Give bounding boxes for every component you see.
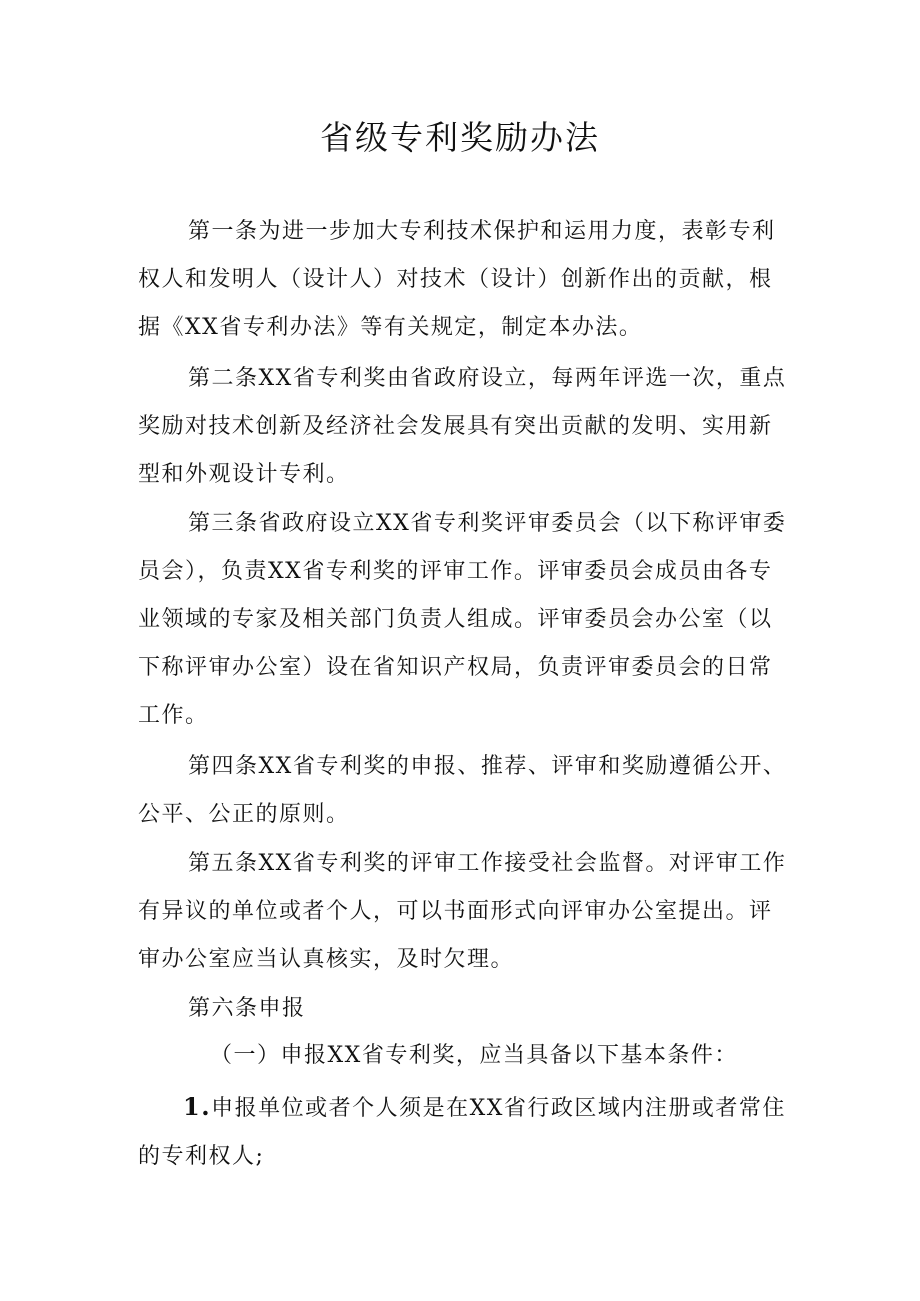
article-1: 第一条为进一步加大专利技术保护和运用力度，表彰专利权人和发明人（设计人）对技术（设计）创新作出的贡献，根据《XX省专利办法》等有关规定，制定本办法。 <box>138 219 776 340</box>
article-2: 第二条XX省专利奖由省政府设立，每两年评选一次，重点奖励对技术创新及经济社会发展具有突出贡献的发明、实用新型和外观设计专利。 <box>138 366 787 487</box>
item-1-number: 1. <box>183 1092 212 1121</box>
article-5: 第五条XX省专利奖的评审工作接受社会监督。对评审工作有异议的单位或者个人，可以书面形式向评审办公室提出。评审办公室应当认真核实，及时欠理。 <box>138 851 787 972</box>
document-title: 省级专利奖励办法 <box>320 118 600 157</box>
item-1-text: 申报单位或者个人须是在XX省行政区域内注册或者常住的专利权人; <box>138 1096 786 1169</box>
item-1 <box>138 1083 788 1181</box>
article-3: 第三条省政府设立XX省专利奖评审委员会（以下称评审委员会），负责XX省专利奖的评审工作。评审委员会成员由各专业领域的专家及相关部门负责人组成。评审委员会办公室（以下称评审办公室）设在省知识产权局，负责评审委员会的日常工作。 <box>138 511 787 728</box>
article-6-heading: 第六条申报 <box>188 996 306 1021</box>
article-4: 第四条XX省专利奖的申报、推荐、评审和奖励遵循公开、公平、公正的原则。 <box>138 754 787 827</box>
clause-1-heading: （一）申报XX省专利奖，应当具备以下基本条件： <box>210 1043 738 1068</box>
